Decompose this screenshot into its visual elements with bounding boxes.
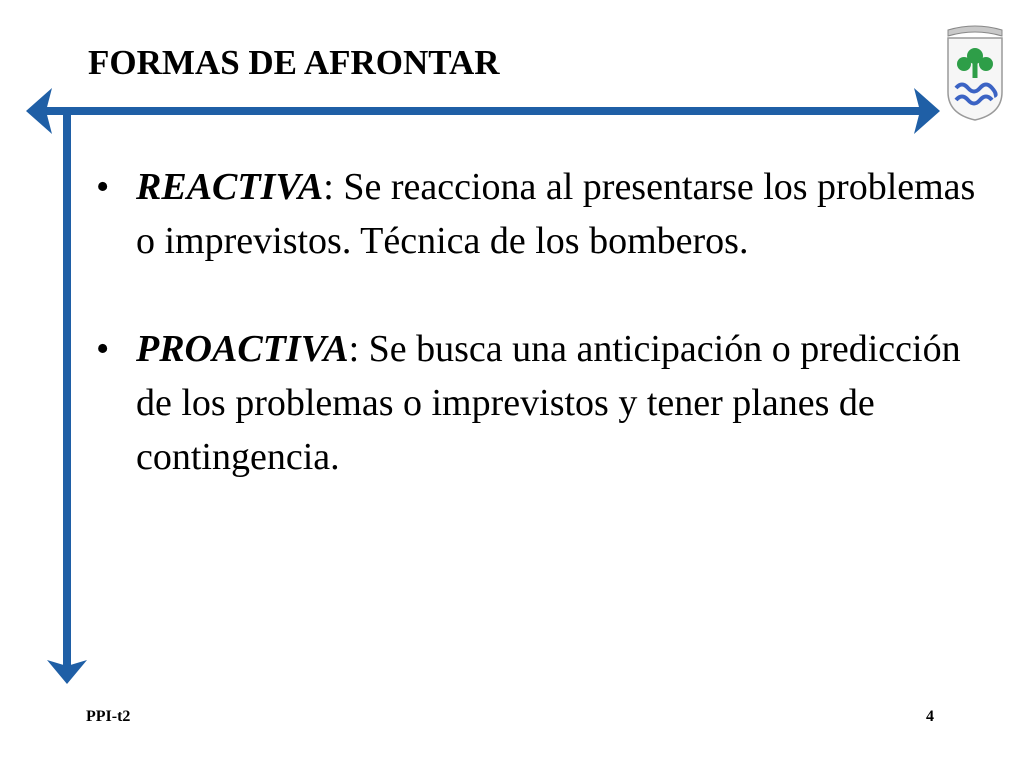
municipal-crest-icon [944, 22, 1006, 122]
bullet-list [96, 160, 976, 538]
bullet-term-proactiva: PROACTIVA [136, 328, 349, 370]
page-number: 4 [926, 708, 934, 725]
crest-logo [944, 22, 1006, 122]
bullet-text-proactiva: : Se busca una anticipación o predicción de los problemas o imprevistos y tener planes de contingencia. [136, 328, 961, 478]
bullet-marker: • [96, 328, 110, 370]
bullet-marker: • [96, 166, 110, 208]
bullet-reactiva [96, 160, 976, 268]
footer-label: PPI-t2 [86, 708, 131, 725]
slide-title: FORMAS DE AFRONTAR [88, 43, 500, 82]
bullet-term-reactiva: REACTIVA [136, 166, 324, 208]
bullet-text-reactiva: : Se reacciona al presentarse los problemas o imprevistos. Técnica de los bomberos. [136, 166, 976, 262]
bullet-proactiva [96, 322, 976, 484]
